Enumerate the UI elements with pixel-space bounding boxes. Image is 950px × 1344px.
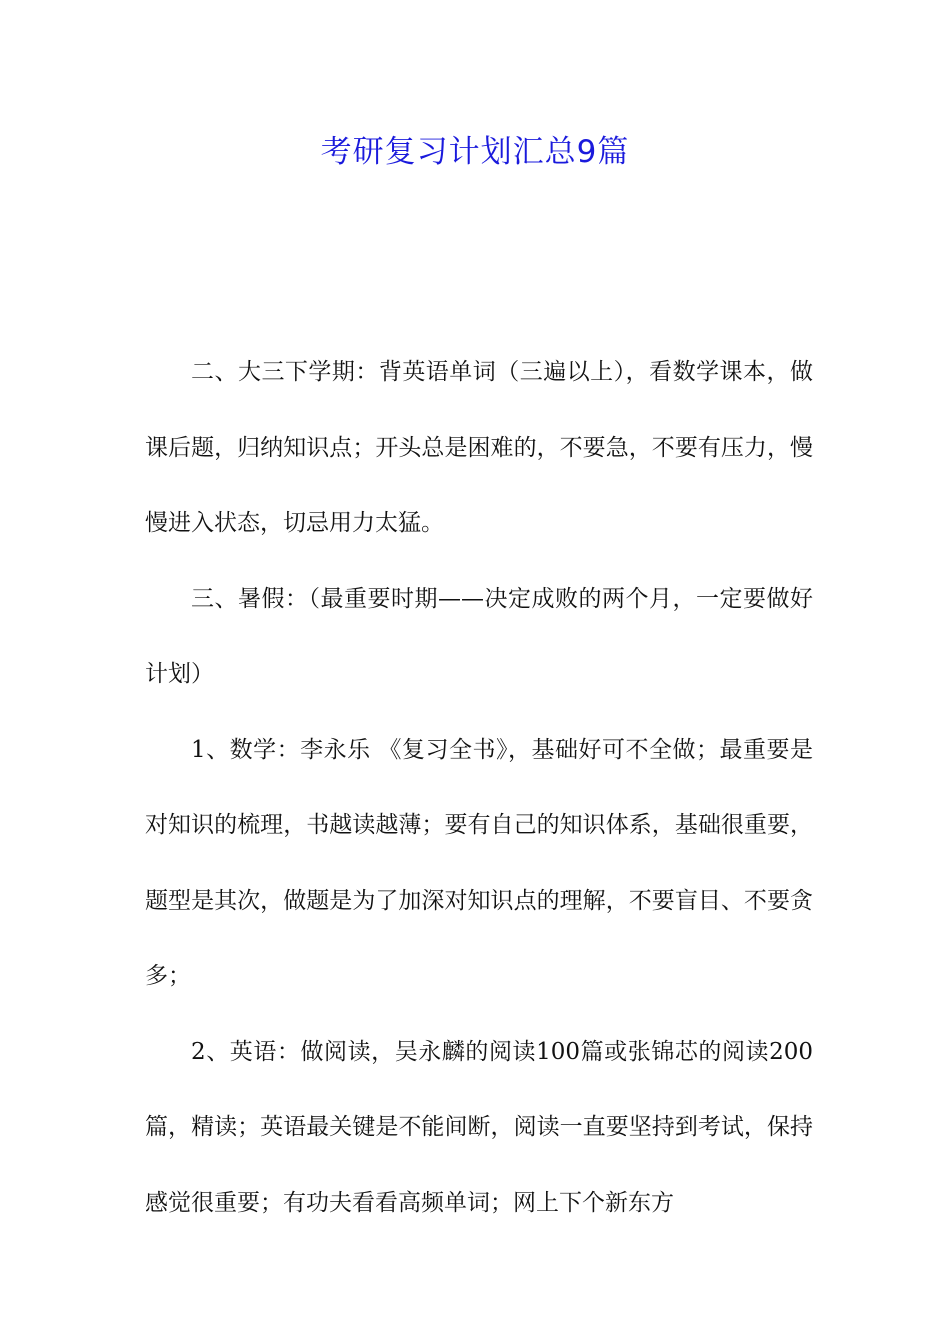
document-title: 考研复习计划汇总9篇 <box>320 134 630 170</box>
document-body <box>145 335 813 1241</box>
paragraph-summer: 三、暑假：（最重要时期——决定成败的两个月，一定要做好计划） <box>145 585 813 687</box>
paragraph-math: 1、数学：李永乐 《复习全书》，基础好可不全做；最重要是对知识的梳理，书越读越薄；要有自己的知识体系，基础很重要，题型是其次，做题是为了加深对知识点的理解，不要盲目、不要贪多； <box>145 736 813 989</box>
paragraph-junior-spring: 二、大三下学期：背英语单词（三遍以上），看数学课本，做课后题，归纳知识点；开头总是困难的，不要急，不要有压力，慢慢进入状态，切忌用力太猛。 <box>145 359 813 536</box>
paragraph-english: 2、英语：做阅读，吴永麟的阅读100篇或张锦芯的阅读200篇，精读；英语最关键是不能间断，阅读一直要坚持到考试，保持感觉很重要；有功夫看看高频单词；网上下个新东方 <box>145 1038 813 1216</box>
